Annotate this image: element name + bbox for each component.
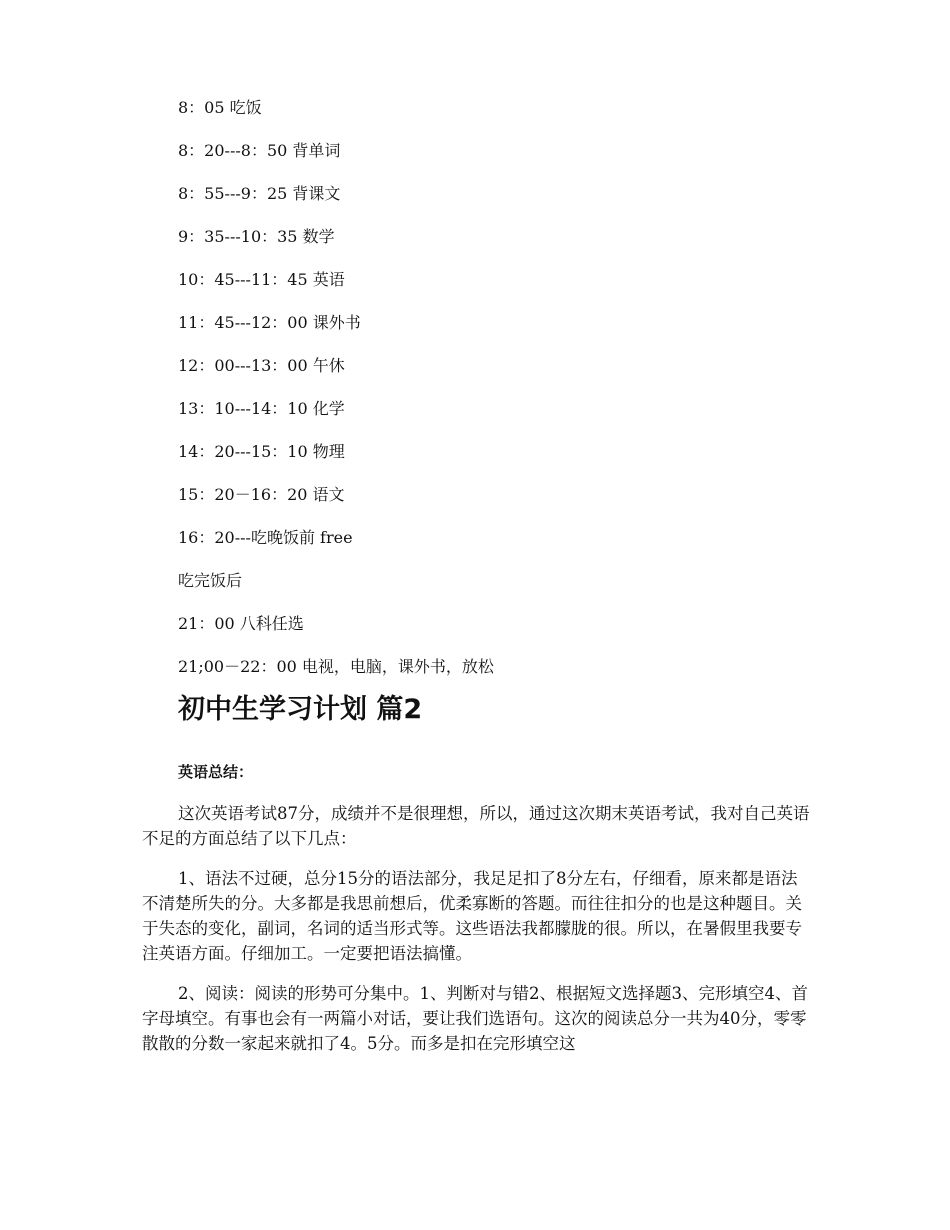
daily-schedule-list bbox=[178, 96, 494, 698]
schedule-item: 12：00---13：00 午休 bbox=[178, 356, 345, 375]
paragraph: 1、语法不过硬，总分15分的语法部分，我足足扣了8分左右，仔细看，原来都是语法不清楚所失的分。大多都是我思前想后，优柔寡断的答题。而往往扣分的也是这种题目。关于失态的变化，副词，名词的适当形式等。这些语法我都朦胧的很。所以，在暑假里我要专注英语方面。仔细加工。一定要把语法搞懂。 bbox=[142, 869, 802, 963]
schedule-item: 15：20－16：20 语文 bbox=[178, 485, 345, 504]
schedule-item: 吃完饭后 bbox=[178, 571, 243, 590]
schedule-item: 21：00 八科任选 bbox=[178, 614, 304, 633]
schedule-item: 11：45---12：00 课外书 bbox=[178, 313, 361, 332]
schedule-item: 14：20---15：10 物理 bbox=[178, 442, 345, 461]
schedule-item: 21;00－22：00 电视，电脑，课外书，放松 bbox=[178, 657, 494, 676]
section-body bbox=[142, 801, 812, 1071]
schedule-item: 13：10---14：10 化学 bbox=[178, 399, 345, 418]
paragraph: 2、阅读：阅读的形势可分集中。1、判断对与错2、根据短文选择题3、完形填空4、首字母填空。有事也会有一两篇小对话，要让我们选语句。这次的阅读总分一共为40分，零零散散的分数一家起来就扣了4。5分。而多是扣在完形填空这 bbox=[142, 984, 808, 1053]
schedule-item: 10：45---11：45 英语 bbox=[178, 270, 345, 289]
schedule-item: 8：20---8：50 背单词 bbox=[178, 141, 341, 160]
schedule-item: 8：55---9：25 背课文 bbox=[178, 184, 341, 203]
section-subtitle: 英语总结： bbox=[178, 763, 254, 781]
section-title: 初中生学习计划 篇2 bbox=[178, 694, 423, 725]
schedule-item: 8：05 吃饭 bbox=[178, 98, 262, 117]
schedule-item: 9：35---10：35 数学 bbox=[178, 227, 335, 246]
schedule-item: 16：20---吃晚饭前 free bbox=[178, 528, 353, 547]
paragraph: 这次英语考试87分，成绩并不是很理想，所以，通过这次期末英语考试，我对自己英语不足的方面总结了以下几点： bbox=[142, 804, 810, 848]
